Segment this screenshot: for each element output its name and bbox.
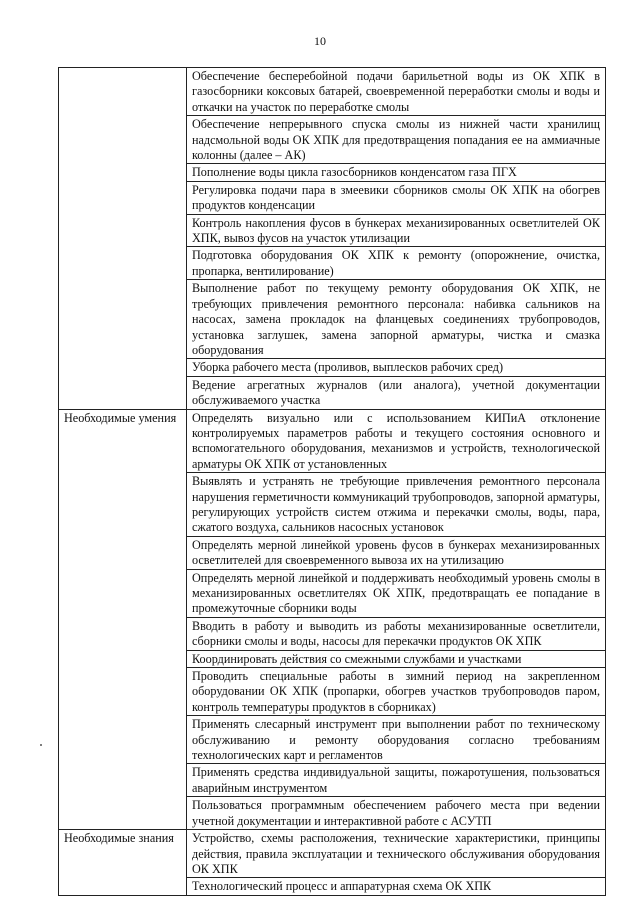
requirements-table-body	[59, 68, 606, 896]
requirement-item: Регулировка подачи пара в змеевики сборников смолы ОК ХПК на обогрев продуктов конденсации	[187, 181, 606, 214]
requirement-item: Уборка рабочего места (проливов, выплесков рабочих сред)	[187, 359, 606, 376]
requirement-item: Применять слесарный инструмент при выполнении работ по техническому обслуживанию и ремонту оборудования согласно требованиям технологических карт и регламентов	[187, 716, 606, 764]
requirement-item: Устройство, схемы расположения, технические характеристики, принципы действия, правила эксплуатации и технического обслуживания оборудования ОК ХПК	[187, 830, 606, 878]
requirement-item: Вводить в работу и выводить из работы механизированные осветлители, сборники смолы и воды, насосы для перекачки продуктов ОК ХПК	[187, 617, 606, 650]
requirement-item: Выполнение работ по текущему ремонту оборудования ОК ХПК, не требующих привлечения ремонтного персонала: набивка сальников на насосах, замена прокладок на фланцевых соединениях трубопроводов, установка заглушек, замена запорной арматуры, чистка и смазка оборудования	[187, 280, 606, 359]
requirements-table	[58, 67, 606, 896]
requirement-item: Выявлять и устранять не требующие привлечения ремонтного персонала нарушения герметичности коммуникаций трубопроводов, запорной арматуры, регулирующих устройств систем отжима и перекачки смолы, воды, пара, сжатого воздуха, сальников насосных установок	[187, 473, 606, 537]
requirement-item: Определять мерной линейкой и поддерживать необходимый уровень смолы в механизированных осветлителях ОК ХПК, предотвращать ее попадание в промежуточные сборники воды	[187, 569, 606, 617]
page-number: 10	[314, 34, 326, 48]
table-row	[59, 830, 606, 878]
requirement-item: Технологический процесс и аппаратурная схема ОК ХПК	[187, 878, 606, 895]
section-label: Необходимые знания	[59, 830, 187, 896]
section-label	[59, 68, 187, 410]
scan-speck	[40, 744, 42, 746]
requirement-item: Проводить специальные работы в зимний период на закрепленном оборудовании ОК ХПК (пропарки, обогрев участков трубопроводов паром, контроль температуры продуктов в сборниках)	[187, 668, 606, 716]
table-row	[59, 68, 606, 116]
requirement-item: Применять средства индивидуальной защиты, пожаротушения, пользоваться аварийным инструментом	[187, 764, 606, 797]
requirement-item: Определять мерной линейкой уровень фусов в бункерах механизированных осветлителей для своевременного вывоза их на утилизацию	[187, 536, 606, 569]
requirement-item: Контроль накопления фусов в бункерах механизированных осветлителей ОК ХПК, вывоз фусов на участок утилизации	[187, 214, 606, 247]
section-label: Необходимые умения	[59, 409, 187, 830]
requirement-item: Обеспечение непрерывного спуска смолы из нижней части хранилищ надсмольной воды ОК ХПК для предотвращения попадания ее на аммиачные колонны (далее – АК)	[187, 116, 606, 164]
requirement-item: Подготовка оборудования ОК ХПК к ремонту (опорожнение, очистка, пропарка, вентилирование)	[187, 247, 606, 280]
requirement-item: Ведение агрегатных журналов (или аналога), учетной документации обслуживаемого участка	[187, 376, 606, 409]
table-row	[59, 409, 606, 473]
requirement-item: Обеспечение бесперебойной подачи барильетной воды из ОК ХПК в газосборники коксовых батарей, своевременной переработки смолы и воды и откачки на участок по переработке смолы	[187, 68, 606, 116]
requirement-item: Пользоваться программным обеспечением рабочего места при ведении учетной документации и интерактивной работе с АСУТП	[187, 797, 606, 830]
requirement-item: Координировать действия со смежными службами и участками	[187, 650, 606, 667]
requirement-item: Определять визуально или с использованием КИПиА отклонение контролируемых параметров работы и текущего состояния основного и вспомогательного оборудования, механизмов и устройств, технологической арматуры ОК ХПК от установленных	[187, 409, 606, 473]
requirement-item: Пополнение воды цикла газосборников конденсатом газа ПГХ	[187, 164, 606, 181]
